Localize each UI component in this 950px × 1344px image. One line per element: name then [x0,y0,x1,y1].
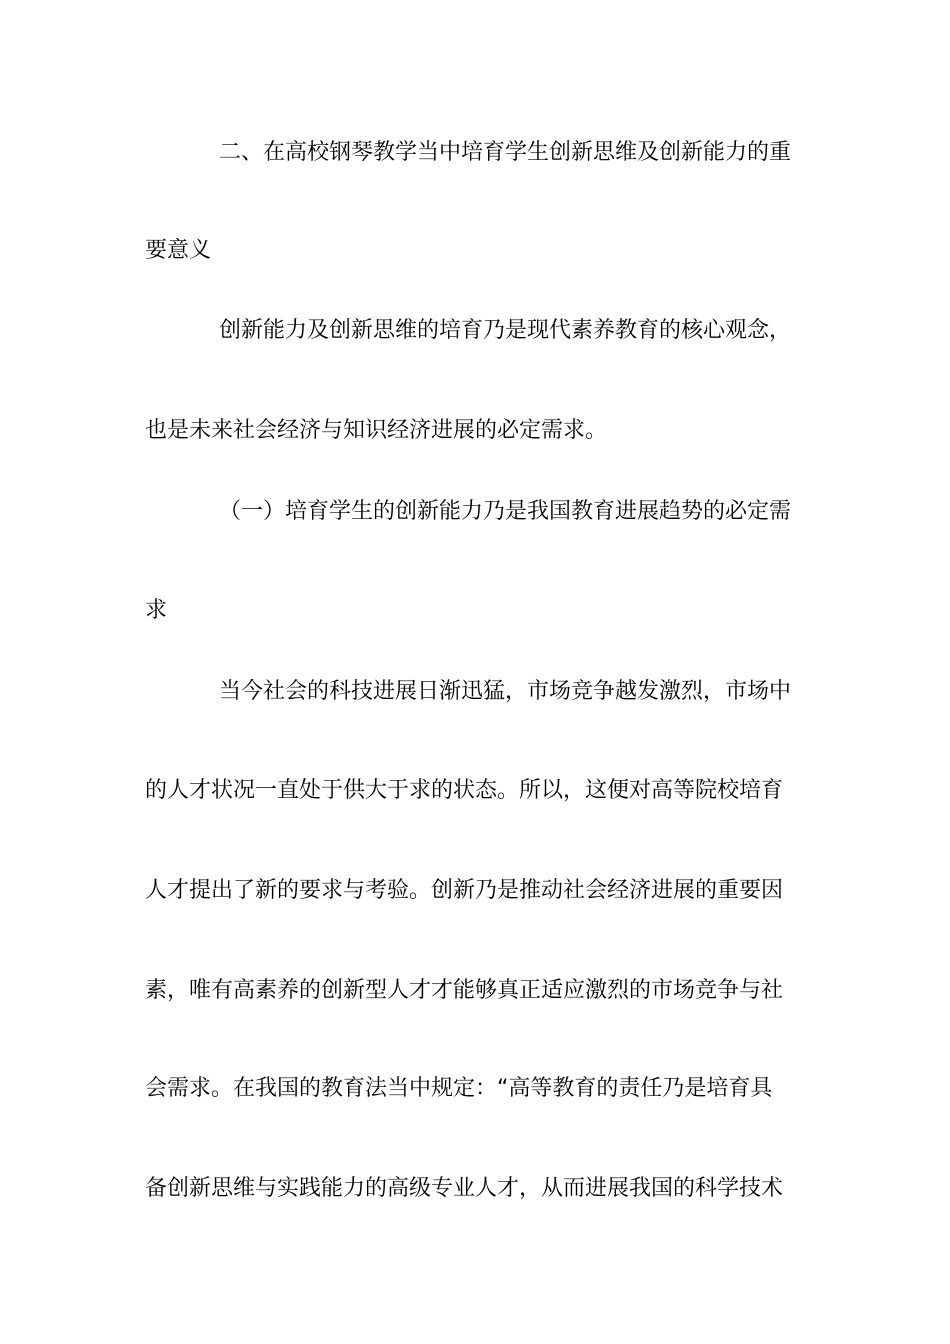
paragraph-2-line-2: 的人才状况一直处于供大于求的状态。所以，这便对高等院校培育 [145,778,784,803]
paragraph-2-line-6: 备创新思维与实践能力的高级专业人才，从而进展我国的科学技术 [145,1176,784,1201]
paragraph-2-line-4: 素，唯有高素养的创新型人才才能够真正适应激烈的市场竞争与社 [145,978,784,1003]
subheading-line-1: （一）培育学生的创新能力乃是我国教育进展趋势的必定需 [219,499,792,524]
paragraph-2-line-3: 人才提出了新的要求与考验。创新乃是推动社会经济进展的重要因 [145,878,784,903]
section-heading-line-2: 要意义 [145,238,212,263]
paragraph-1-line-2: 也是未来社会经济与知识经济进展的必定需求。 [145,418,608,443]
paragraph-2-line-1: 当今社会的科技进展日渐迅猛，市场竞争越发激烈，市场中 [219,679,792,704]
section-heading-line-1: 二、在高校钢琴教学当中培育学生创新思维及创新能力的重 [219,140,792,165]
paragraph-1-line-1: 创新能力及创新思维的培育乃是现代素养教育的核心观念， [219,318,792,343]
subheading-line-2: 求 [145,598,168,623]
paragraph-2-line-5: 会需求。在我国的教育法当中规定：“高等教育的责任乃是培育具 [145,1076,773,1101]
